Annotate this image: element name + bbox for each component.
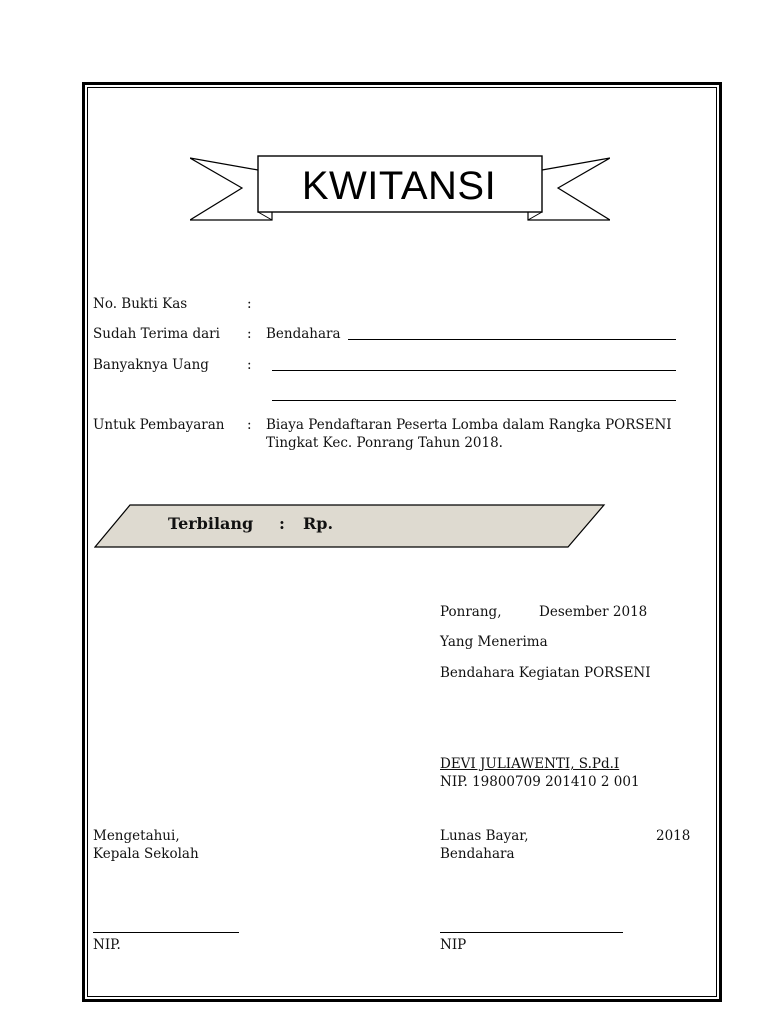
terima-colon: : [247,326,252,342]
receiver-role-1: Yang Menerima [440,634,548,650]
terbilang-rp: Rp. [303,514,334,533]
terima-underline [348,339,676,340]
terbilang-colon: : [279,514,285,533]
uang-underline-1 [272,370,676,371]
bukti-kas-colon: : [247,296,252,312]
kepala-sekolah-label: Kepala Sekolah [93,846,199,862]
terima-value: Bendahara [266,326,341,342]
receiver-place: Ponrang, [440,604,502,620]
document-title: KWITANSI [301,164,497,208]
uang-colon: : [247,357,252,373]
receiver-name: DEVI JULIAWENTI, S.Pd.I [440,756,620,772]
kepala-signature-line [93,932,239,933]
kepala-nip: NIP. [93,937,121,953]
bendahara-label: Bendahara [440,846,515,862]
receiver-nip: NIP. 19800709 201410 2 001 [440,774,640,790]
bendahara-signature-line [440,932,623,933]
bukti-kas-label: No. Bukti Kas [93,296,188,312]
uang-label: Banyaknya Uang [93,357,209,373]
terbilang-label: Terbilang [168,514,254,533]
lunas-year: 2018 [656,828,691,844]
pembayaran-line-2: Tingkat Kec. Ponrang Tahun 2018. [266,435,503,451]
receiver-role-2: Bendahara Kegiatan PORSENI [440,665,651,681]
receiver-date: Desember 2018 [539,604,648,620]
pembayaran-label: Untuk Pembayaran [93,417,225,433]
lunas-bayar-label: Lunas Bayar, [440,828,529,844]
bendahara-nip: NIP [440,937,467,953]
uang-underline-2 [272,400,676,401]
pembayaran-line-1: Biaya Pendaftaran Peserta Lomba dalam Rangka PORSENI [266,417,672,433]
mengetahui-label: Mengetahui, [93,828,180,844]
terima-label: Sudah Terima dari [93,326,220,342]
pembayaran-colon: : [247,417,252,433]
